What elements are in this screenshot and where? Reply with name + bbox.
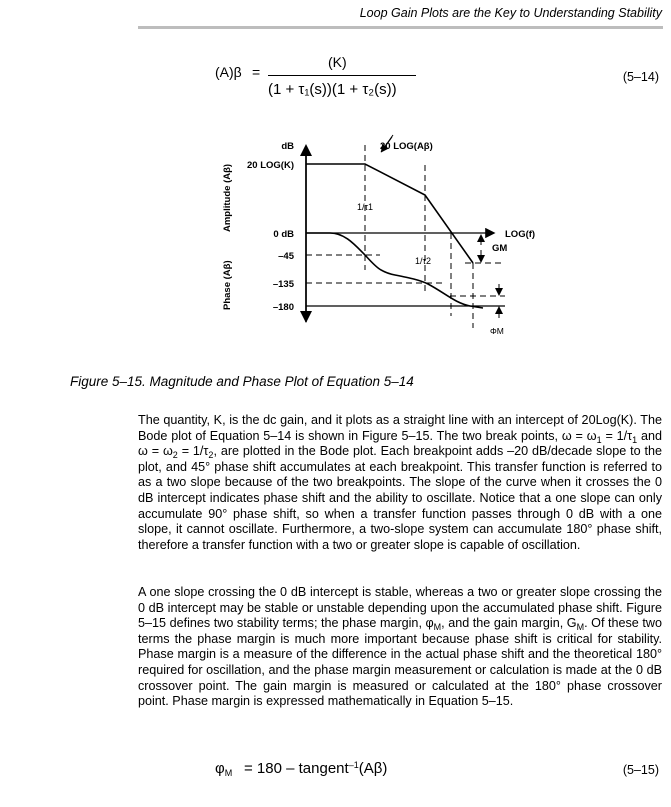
label-180: –180 xyxy=(272,302,294,313)
phase-axis-label: Phase (Aβ) xyxy=(222,260,233,310)
subscript: M xyxy=(433,622,442,633)
amplitude-axis-label: Amplitude (Aβ) xyxy=(222,163,233,232)
gm-label: GM xyxy=(492,243,508,254)
eq-numerator: (K) xyxy=(328,54,347,70)
pm-label: ΦM xyxy=(490,326,504,336)
text-run: = 1/τ xyxy=(177,444,209,459)
label-45: –45 xyxy=(278,251,294,262)
text-run: = 1/τ xyxy=(601,428,633,443)
text-run: , are plotted in the Bode plot. Each breakpoint adds –20 dB/decade slope to the plot, and 45° phase shift accumulates at each breakpoint. This transfer function is referred to as a two slope because of the two breakpoints. The slope of the curve when it crosses the 0 dB intercept indicates phase shift and the ability to oscillate. Notice that a one slope can only accumulate 90° phase shift, so when a transfer function passes through 0 dB with a one slope, it cannot oscillate. Furthermore, a two-slope system can accumulate 180° phase shift, therefore a transfer function with a two or greater slope is capable of oscillation. xyxy=(138,444,662,552)
subscript: 2 xyxy=(172,450,178,461)
eq15-lhs: $\varphi_M$ xyxy=(215,760,233,778)
breakpoint-2-label: 1/τ2 xyxy=(415,256,432,266)
subscript: M xyxy=(576,622,585,633)
eq15-number: (5–15) xyxy=(622,763,659,777)
running-header: Loop Gain Plots are the Key to Understanding Stability xyxy=(359,6,662,20)
phase-curve xyxy=(306,233,483,308)
bode-plot xyxy=(0,0,671,370)
curve-label: 20 LOG(Aβ) xyxy=(380,141,433,152)
magnitude-curve xyxy=(306,164,473,263)
text-run: A one slope crossing the 0 dB intercept is stable, whereas a two or greater slope crossing the 0 dB intercept may be stable or unstable depending upon the accumulated phase shift. Figure 5–15 defines two stability terms; the phase margin, φ xyxy=(138,585,662,631)
label-135: –135 xyxy=(272,279,294,290)
text-run: The quantity, K, is the dc gain, and it plots as a straight line with an intercept of 20Log(K). The Bode plot of Equation 5–14 is shown in Figure 5–15. The two break points, ω = ω xyxy=(138,413,662,443)
figure-caption: Figure 5–15. Magnitude and Phase Plot of Equation 5–14 xyxy=(70,374,414,389)
breakpoint-1-label: 1/τ1 xyxy=(357,202,374,212)
subscript: 1 xyxy=(596,434,602,445)
eq-lhs: (A)β xyxy=(215,64,242,80)
text-run: . Of these two terms the phase margin is much more important because phase shift is critical for stability. Phase margin is a measure of the difference in the actual phase shift and the theoretical 180° required for oscillation, and the phase margin measurement or calculation is made at the 0 dB crossover point. The gain margin is measured or calculated at the 180° phase crossover point. Phase margin is expressed mathematically in Equation 5–15. xyxy=(138,616,662,709)
eq-denominator: (1 + τ₁(s))(1 + τ₂(s)) xyxy=(268,81,397,98)
x-axis-label: LOG(f) xyxy=(505,229,536,240)
eq-number: (5–14) xyxy=(622,70,659,84)
subscript: 2 xyxy=(208,450,214,461)
subscript: 1 xyxy=(632,434,638,445)
eq-equals: = xyxy=(252,64,261,80)
paragraph-2 xyxy=(138,585,662,710)
guide-lines xyxy=(306,145,508,328)
label-0db: 0 dB xyxy=(273,229,294,240)
text-run: , and the gain margin, G xyxy=(441,616,577,631)
label-db: dB xyxy=(281,141,294,152)
paragraph-1 xyxy=(138,413,662,553)
text-run: and ω = ω xyxy=(138,428,662,459)
eq15-rhs: = 180 – tangent$^{-1}$(Aβ) xyxy=(244,760,388,777)
label-20logk: 20 LOG(K) xyxy=(247,160,294,171)
